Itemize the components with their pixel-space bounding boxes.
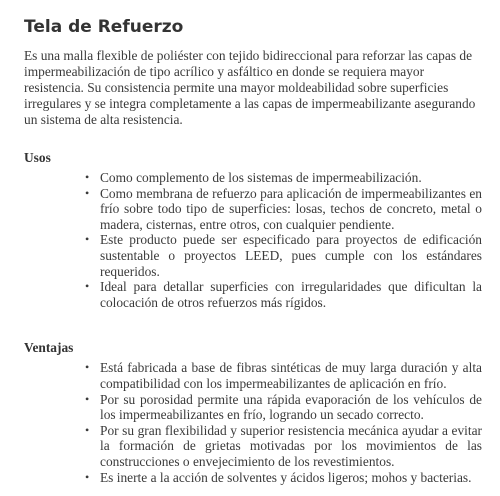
list-item-text: Este producto puede ser especificado para proyectos de edificación sustentable o proyectos LEED, pues cumple con los estándares requeridos. — [100, 232, 482, 279]
list-item-text: Como membrana de refuerzo para aplicación de impermeabilizantes en frío sobre todo tipo de superficies: losas, techos de concreto, metal o madera, cisternas, entre otros, con cualquier pendiente. — [100, 185, 482, 232]
ventajas-heading: Ventajas — [24, 340, 74, 356]
list-item-text: Por su porosidad permite una rápida evaporación de los vehículos de los impermeabilizantes en frío, logrando un secado correcto. — [100, 391, 482, 423]
usos-list — [24, 170, 482, 310]
bullet-icon: • — [85, 232, 90, 247]
bullet-icon: • — [85, 469, 90, 484]
list-item-text: Ideal para detallar superficies con irregularidades que dificultan la colocación de otros refuerzos más rígidos. — [100, 279, 482, 310]
list-item — [85, 422, 482, 470]
list-item-text: Por su gran flexibilidad y superior resistencia mecánica ayudar a evitar la formación de grietas motivadas por los movimientos de las construcciones o envejecimiento de los revestimientos. — [100, 422, 482, 469]
list-item-text: Como complemento de los sistemas de impermeabilización. — [100, 170, 422, 185]
list-item — [85, 391, 482, 423]
bullet-icon: • — [85, 422, 90, 437]
bullet-icon: • — [85, 185, 90, 200]
list-item — [85, 279, 482, 310]
intro-paragraph: Es una malla flexible de poliéster con tejido bidireccional para reforzar las capas de impermeabilización de tipo acrílico y asfáltico en donde se requiera mayor resistencia. Su consistencia permite una mayor moldeabilidad sobre superficies irregulares y se integra completamente a las capas de impermeabilizante asegurando un sistema de alta resistencia. — [24, 48, 476, 127]
page-title: Tela de Refuerzo — [24, 17, 184, 37]
list-item — [85, 360, 482, 391]
bullet-icon: • — [85, 170, 90, 184]
document-page — [24, 16, 482, 485]
list-item — [85, 170, 482, 186]
bullet-icon: • — [85, 391, 90, 406]
usos-heading: Usos — [24, 150, 51, 165]
list-item-text: Es inerte a la acción de solventes y ácidos ligeros; mohos y bacterias. — [100, 469, 472, 485]
bullet-icon: • — [85, 279, 90, 294]
list-item — [85, 469, 482, 486]
bullet-icon: • — [85, 360, 90, 375]
list-item — [85, 185, 482, 233]
ventajas-list — [24, 360, 482, 485]
list-item — [85, 232, 482, 279]
list-item-text: Está fabricada a base de fibras sintéticas de muy larga duración y alta compatibilidad con los impermeabilizantes de aplicación en frío. — [100, 360, 482, 391]
